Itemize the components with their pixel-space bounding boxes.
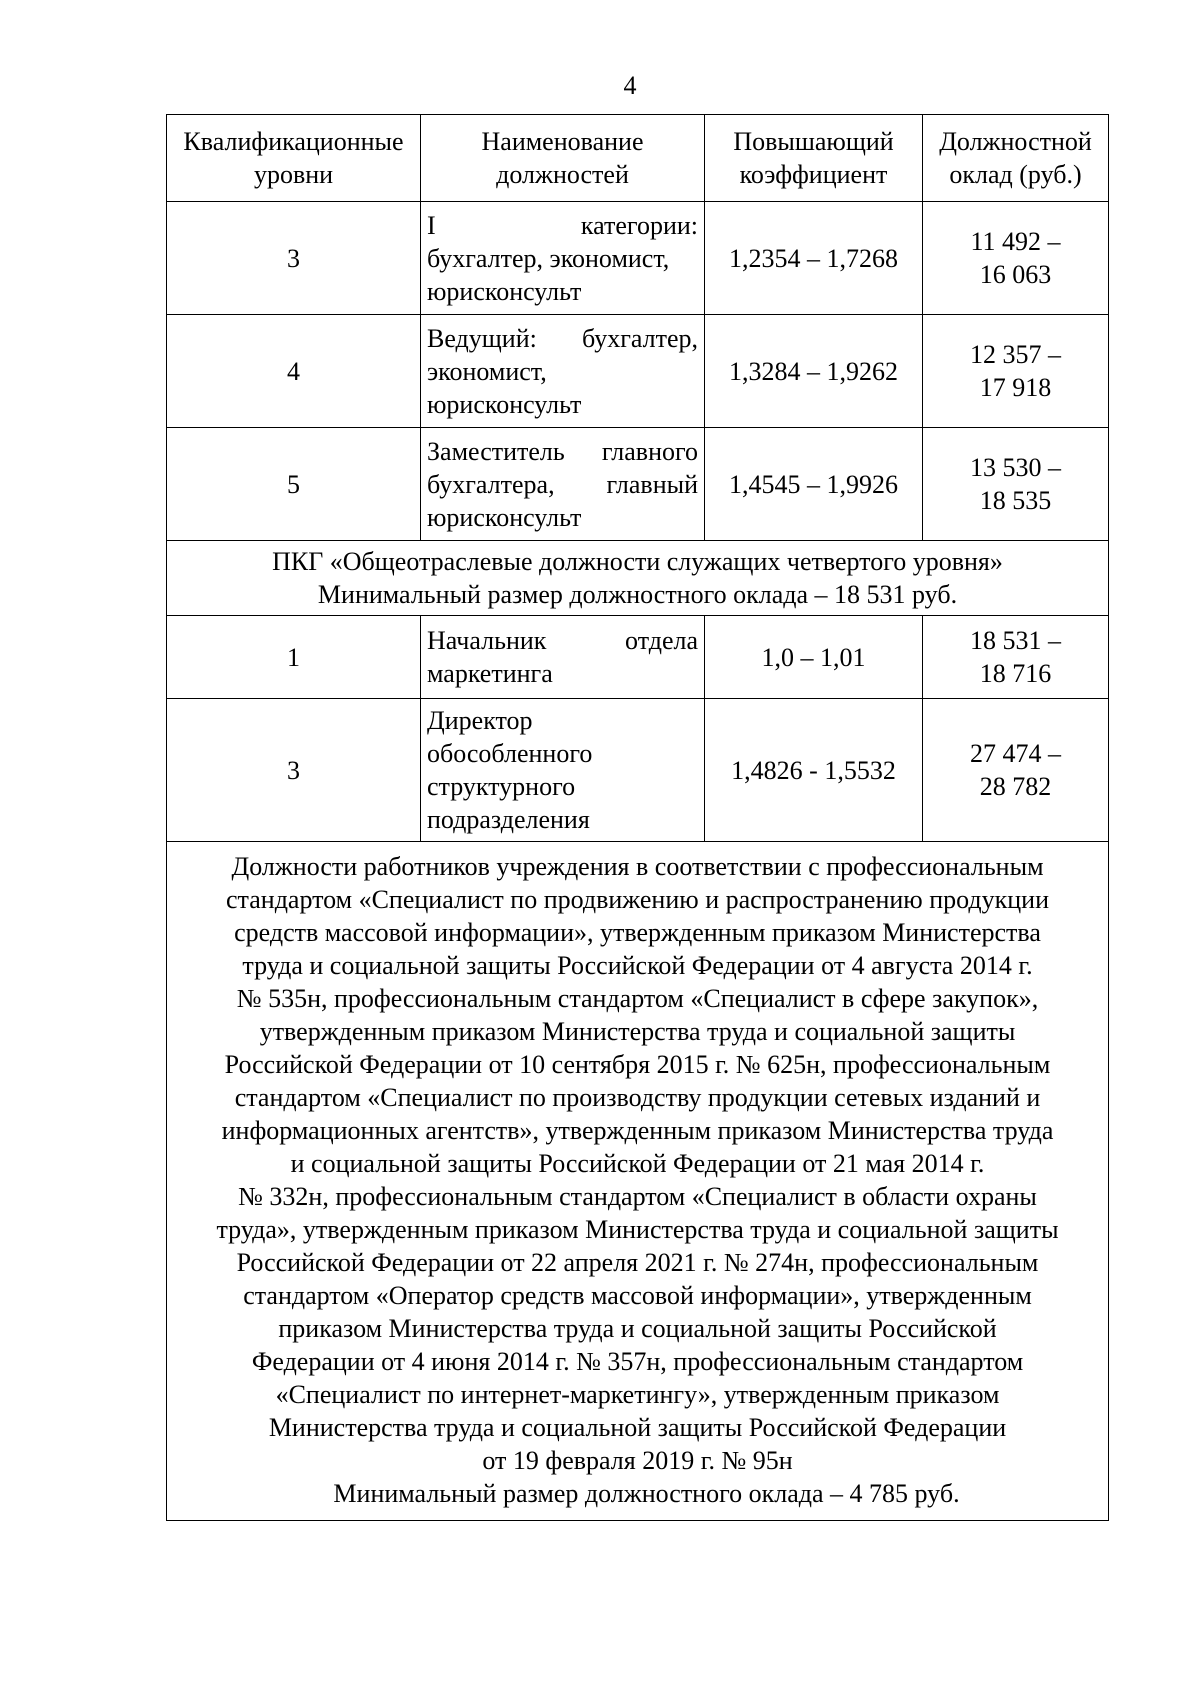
table-header-row <box>167 115 1109 202</box>
salary-cell <box>923 315 1109 428</box>
position-text: бухгалтера, главный <box>427 469 698 499</box>
salary-cell <box>923 616 1109 699</box>
note-line: средств массовой информации», утвержденным приказом Министерства <box>234 918 1041 947</box>
note-line: стандартом «Специалист по продвижению и распространению продукции <box>226 885 1049 914</box>
note-line: утвержденным приказом Министерства труда и социальной защиты <box>259 1017 1016 1046</box>
position-text: бухгалтер, экономист, <box>427 243 670 273</box>
level-cell: 5 <box>167 428 421 541</box>
position-text: обособленного <box>427 739 593 768</box>
salary-cell <box>923 428 1109 541</box>
header-text: оклад (руб.) <box>949 160 1082 189</box>
position-cell <box>421 428 705 541</box>
header-position-names <box>421 115 705 202</box>
note-cell <box>167 842 1109 1521</box>
note-line: труда», утвержденным приказом Министерства труда и социальной защиты <box>216 1215 1059 1244</box>
header-text: уровни <box>253 160 334 189</box>
note-line: стандартом «Оператор средств массовой информации», утвержденным <box>243 1281 1032 1310</box>
note-line: Должности работников учреждения в соответствии с профессиональным <box>231 852 1044 881</box>
header-qualification-levels <box>167 115 421 202</box>
header-text: должностей <box>496 160 629 189</box>
coefficient-cell: 1,0 – 1,01 <box>705 616 923 699</box>
header-salary <box>923 115 1109 202</box>
group-header-cell <box>167 541 1109 616</box>
header-coefficient <box>705 115 923 202</box>
header-text: Наименование <box>481 127 644 156</box>
header-text: коэффициент <box>739 160 888 189</box>
salary-cell <box>923 699 1109 842</box>
position-text: Директор <box>427 706 533 735</box>
note-line: № 332н, профессиональным стандартом «Специалист в области охраны <box>238 1182 1037 1211</box>
table-row <box>167 616 1109 699</box>
group-title: ПКГ «Общеотраслевые должности служащих четвертого уровня» <box>272 547 1003 576</box>
salary-table <box>166 114 1109 1521</box>
level-cell: 4 <box>167 315 421 428</box>
note-row <box>167 842 1109 1521</box>
salary-text: 12 357 – <box>970 340 1061 369</box>
header-text: Должностной <box>939 127 1092 156</box>
position-text: Начальник отдела <box>427 626 698 655</box>
group-min-salary: Минимальный размер должностного оклада – 18 531 руб. <box>317 580 958 609</box>
position-text: I категории: <box>427 210 698 240</box>
table-row <box>167 699 1109 842</box>
note-line: № 535н, профессиональным стандартом «Специалист в сфере закупок», <box>236 984 1039 1013</box>
position-text: Ведущий: бухгалтер, <box>427 323 698 353</box>
note-line: и социальной защиты Российской Федерации от 21 мая 2014 г. <box>290 1149 985 1178</box>
coefficient-cell: 1,3284 – 1,9262 <box>705 315 923 428</box>
salary-text: 17 918 <box>979 373 1052 402</box>
position-text: юрисконсульт <box>427 502 582 532</box>
note-line: Российской Федерации от 22 апреля 2021 г. № 274н, профессиональным <box>236 1248 1039 1277</box>
note-min-salary: Минимальный размер должностного оклада – 4 785 руб. <box>333 1479 960 1508</box>
position-text: подразделения <box>427 805 590 834</box>
position-text: юрисконсульт <box>427 276 582 306</box>
note-line: Федерации от 4 июня 2014 г. № 357н, профессиональным стандартом <box>251 1347 1024 1376</box>
position-text: структурного <box>427 772 576 801</box>
note-line: труда и социальной защиты Российской Федерации от 4 августа 2014 г. <box>242 951 1033 980</box>
salary-text: 18 535 <box>979 486 1052 515</box>
coefficient-cell: 1,2354 – 1,7268 <box>705 202 923 315</box>
table-row <box>167 315 1109 428</box>
position-text: Заместитель главного <box>427 436 698 466</box>
level-cell: 3 <box>167 202 421 315</box>
salary-text: 18 531 – <box>970 626 1061 655</box>
position-text: экономист, <box>427 356 547 386</box>
note-line: «Специалист по интернет-маркетингу», утвержденным приказом <box>275 1380 1000 1409</box>
position-cell <box>421 699 705 842</box>
table-row <box>167 202 1109 315</box>
coefficient-cell: 1,4826 - 1,5532 <box>705 699 923 842</box>
salary-text: 16 063 <box>979 260 1052 289</box>
note-line: информационных агентств», утвержденным приказом Министерства труда <box>221 1116 1054 1145</box>
position-text: маркетинга <box>427 659 553 688</box>
level-cell: 3 <box>167 699 421 842</box>
note-line: Министерства труда и социальной защиты Российской Федерации <box>268 1413 1007 1442</box>
header-text: Квалификационные <box>183 127 404 156</box>
page-number: 4 <box>623 71 637 100</box>
note-line: Российской Федерации от 10 сентября 2015 г. № 625н, профессиональным <box>224 1050 1051 1079</box>
salary-text: 11 492 – <box>970 227 1061 256</box>
level-cell: 1 <box>167 616 421 699</box>
salary-text: 27 474 – <box>970 739 1061 768</box>
salary-text: 28 782 <box>979 772 1052 801</box>
group-header-row <box>167 541 1109 616</box>
note-line: стандартом «Специалист по производству продукции сетевых изданий и <box>234 1083 1041 1112</box>
salary-text: 18 716 <box>979 659 1052 688</box>
table-row <box>167 428 1109 541</box>
position-cell <box>421 202 705 315</box>
note-line: от 19 февраля 2019 г. № 95н <box>482 1446 793 1475</box>
position-cell <box>421 616 705 699</box>
coefficient-cell: 1,4545 – 1,9926 <box>705 428 923 541</box>
position-text: юрисконсульт <box>427 389 582 419</box>
salary-text: 13 530 – <box>970 453 1061 482</box>
salary-cell <box>923 202 1109 315</box>
note-line: приказом Министерства труда и социальной защиты Российской <box>278 1314 997 1343</box>
position-cell <box>421 315 705 428</box>
header-text: Повышающий <box>733 127 894 156</box>
